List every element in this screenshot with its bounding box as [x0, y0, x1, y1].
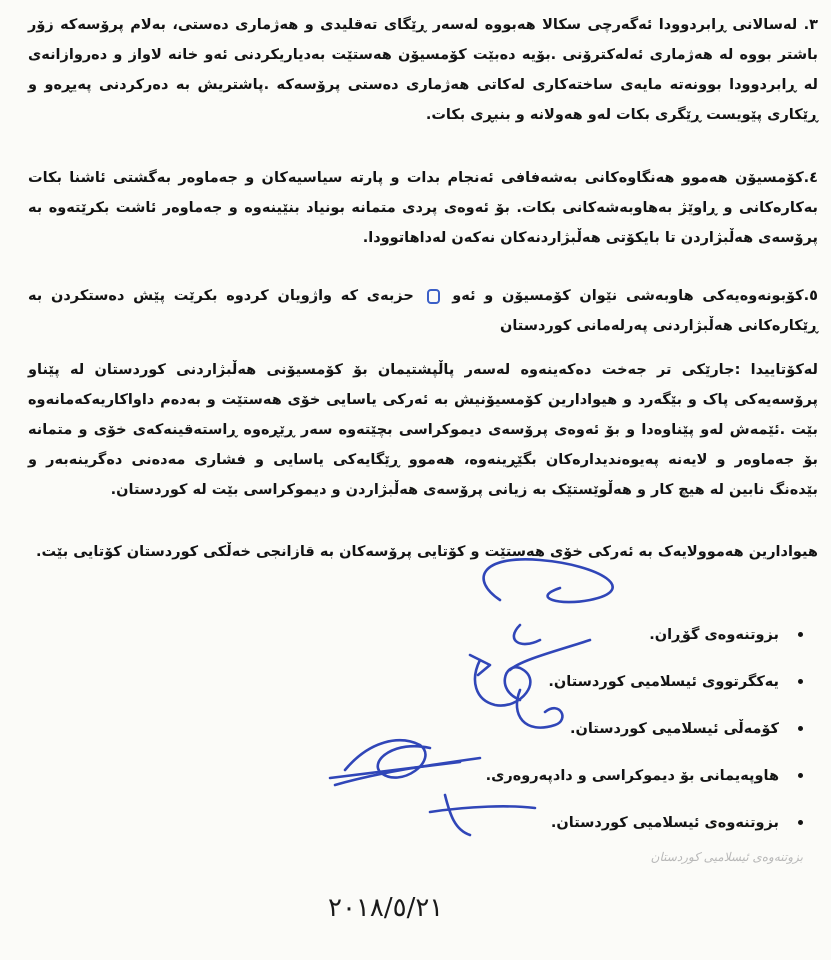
document-date: ٢٠١٨/٥/٢١	[328, 893, 444, 923]
signatory-name: کۆمەڵی ئیسلامیی کوردستان.	[569, 721, 779, 737]
paragraph-point-3: ٣. لەسالانی ڕابردوودا ئەگەرچی سکالا هەبووە لەسەر ڕێگای تەقلیدی و هەژماری دەستی، بەلام پرۆسەکە زۆر باشتر بووە لە هەژماری ئەلەکترۆنی .بۆیە دەبێت کۆمسیۆن هەستێت بەدیاریکردنی ئەو خانە لاواز و دەروازانەی لە ڕابردوودا بوونەتە مایەی ساختەکاری لەکاتی هەژماری دەستی پرۆسەکە .پاشتریش بە دەرکردنی پەیڕەو و ڕێکاری پێویست ڕێگری بکات لەو هەولانە و بنبڕی بکات.	[28, 17, 818, 123]
signatory-item	[383, 808, 803, 855]
signatory-name: یەکگرتووی ئیسلامیی کوردستان.	[548, 674, 779, 690]
signatory-list	[383, 620, 803, 855]
paragraph-point-5-end: حزبەی کە واژویان کردوە بکرێت پێش دەستکردن بە ڕێکارەکانی هەڵبژاردنی پەرلەمانی کوردستان	[28, 288, 818, 334]
bullet-icon	[798, 726, 803, 731]
paragraph-point-5	[28, 281, 818, 341]
paragraph-closing-wish: هیوادارین هەموولایەک بە ئەرکی خۆی هەستێت و کۆتایی پرۆسەکان بە قازانجی خەڵکی کوردستان کۆتایی بێت.	[35, 544, 818, 560]
bullet-icon	[798, 820, 803, 825]
handwritten-zero-mark-icon	[427, 289, 440, 304]
signatory-item	[383, 620, 803, 667]
signatory-item	[383, 761, 803, 808]
bullet-icon	[798, 679, 803, 684]
signatory-item	[383, 667, 803, 714]
faint-stamp-text: بزوتنەوەی ئیسلامیی کوردستان	[650, 850, 803, 864]
signatory-item	[383, 714, 803, 761]
paragraph-point-4: ٤.کۆمسیۆن هەموو هەنگاوەکانی بەشەفافی ئەنجام بدات و پارتە سیاسیەکان و جەماوەر بەگشتی ئاشنا بکات بەکارەکانی و ڕاوێژ بەهاوبەشەکانی بکات. بۆ ئەوەی پردی متمانە بونیاد بنێینەوە و جەماوەر ئاشت بکرێتەوە بە پرۆسەی هەڵبژاردن تا بایکۆتی هەڵبژاردنەکان نەکەن لەداهاتوودا.	[28, 170, 818, 246]
signatory-name: بزوتنەوەی ئیسلامیی کوردستان.	[550, 815, 779, 831]
signatory-name: هاوپەیمانی بۆ دیموکراسی و دادپەروەری.	[485, 768, 779, 784]
paragraph-conclusion: لەکۆتاییدا :جارێکی تر جەخت دەکەینەوە لەسەر پاڵپشتیمان بۆ کۆمسیۆنی هەڵبژاردنی کوردستان لە پێناو پرۆسەیەکی پاک و بێگەرد و هیوادارین کۆمسیۆنیش بە ئەرکی یاسایی خۆی هەستێت و بەدەم داواکاریەکەمانەوە بێت .ئێمەش لەو پێناوەدا و بۆ ئەوەی پرۆسەی دیموکراسی بچێتەوە سەر ڕێڕەوە ڕاستەقینەکەی خۆی و متمانە بۆ جەماوەر و لایەنە پەیوەندیدارەکان بگێڕینەوە، هەموو ڕێگایەکی یاسایی و فشاری مەدەنی دەگرینەبەر و بێدەنگ نابین لە هیچ کار و هەڵوێستێک بە زیانی پرۆسەی هەڵبژاردن و دیموکراسی بێت لە کوردستان.	[28, 362, 818, 498]
paragraph-point-5-start: ٥.کۆبونەوەیەکی هاوبەشی نێوان کۆمسیۆن و ئەو	[452, 288, 818, 304]
bullet-icon	[798, 773, 803, 778]
signatory-name: بزوتنەوەی گۆڕان.	[649, 627, 779, 643]
bullet-icon	[798, 632, 803, 637]
